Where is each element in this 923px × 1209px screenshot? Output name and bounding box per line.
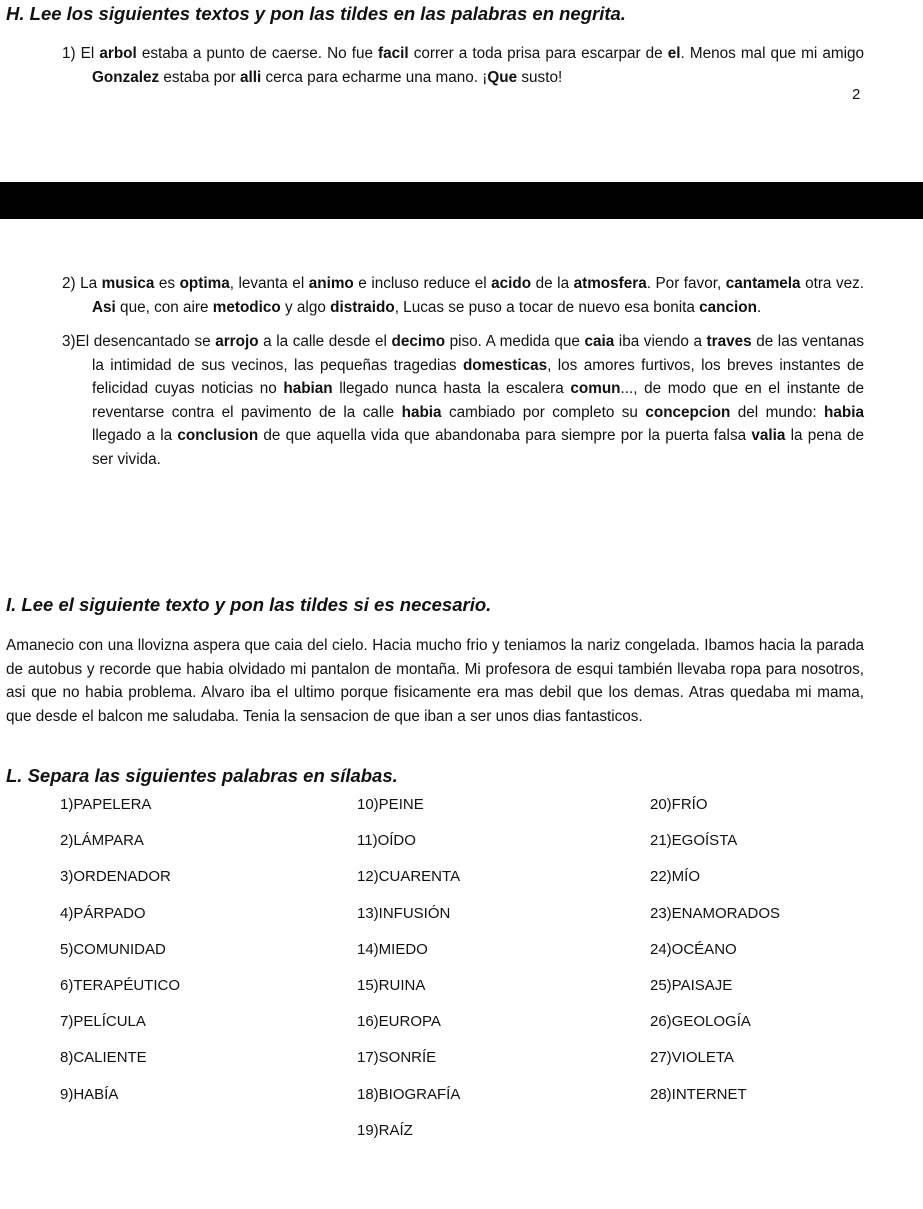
word-item: 20)FRÍO (650, 796, 708, 813)
word-item: 23)ENAMORADOS (650, 904, 781, 922)
p2-bold-word: cancion (699, 298, 757, 316)
p1-text: . Menos mal que mi amigo (680, 45, 865, 62)
p2-bold-word: acido (491, 275, 532, 292)
word-item: 22)MÍO (650, 868, 701, 886)
p3-text: a la calle desde el (258, 333, 392, 350)
p1-bold-word: arbol (99, 45, 137, 62)
word-item: 26)GEOLOGÍA (650, 1013, 751, 1031)
word-item: 15)RUINA (357, 977, 426, 994)
section-l-letter: L. (6, 765, 23, 786)
word-item: 11)OÍDO (357, 832, 416, 850)
p2-bold-word: musica (101, 275, 155, 292)
p1-text: correr a toda prisa para escarpar de (408, 45, 668, 62)
p1-text: cerca para echarme una mano. ¡ (261, 68, 488, 86)
p2-text: e incluso reduce el (353, 275, 492, 292)
word-item: 9)HABÍA (60, 1085, 119, 1103)
p2-bold-word: cantamela (725, 275, 801, 292)
word-item: 8)CALIENTE (60, 1049, 147, 1067)
word-item: 1)PAPELERA (60, 796, 152, 813)
paragraph-1 (62, 42, 864, 89)
word-item: 10)PEINE (357, 796, 424, 813)
page-top (0, 0, 923, 182)
word-item: 14)MIEDO (357, 940, 428, 958)
word-item: 13)INFUSIÓN (357, 904, 451, 922)
p2-text: otra vez. (800, 275, 865, 292)
page-break-band (0, 182, 923, 219)
p3-bold-word: habia (824, 403, 864, 421)
section-i-title: Lee el siguiente texto y pon las tildes si es necesario. (21, 594, 492, 615)
p1-text: 1) El (62, 45, 100, 62)
p1-bold-word: el (667, 45, 681, 62)
p3-bold-word: habia (401, 403, 442, 421)
p2-text: y algo (280, 298, 331, 316)
p2-text: . (756, 298, 762, 316)
p1-bold-word: Que (487, 68, 518, 86)
p3-text: del mundo: (730, 403, 825, 421)
p3-bold-word: domesticas (462, 356, 548, 374)
p3-bold-word: arrojo (215, 333, 259, 350)
section-i-letter: I. (6, 594, 17, 615)
word-item: 19)RAÍZ (357, 1121, 413, 1139)
p3-bold-word: concepcion (645, 403, 731, 421)
section-h-heading (6, 3, 626, 25)
p2-bold-word: metodico (212, 298, 281, 316)
word-item: 7)PELÍCULA (60, 1013, 146, 1031)
p3-text: iba viendo a (614, 333, 707, 350)
p2-bold-word: Asi (92, 298, 116, 316)
p3-text: ..., de modo que en el instante de reventarse contra el pavimento de la calle (92, 380, 864, 421)
p3-text: de las ventanas la intimidad de sus vecinos, las pequeñas tragedias (92, 333, 865, 374)
p2-text: 2) La (62, 275, 102, 292)
p1-text: susto! (517, 68, 563, 86)
p3-text: llegado nunca hasta la escalera (332, 380, 571, 398)
word-item: 6)TERAPÉUTICO (60, 977, 181, 994)
p3-text: cambiado por completo su (441, 403, 646, 421)
p1-text: estaba a punto de caerse. No fue (136, 45, 379, 62)
p3-bold-word: decimo (391, 333, 446, 350)
p1-bold-word: facil (378, 45, 409, 62)
word-item: 12)CUARENTA (357, 868, 461, 886)
p3-bold-word: caia (584, 333, 615, 350)
p2-bold-word: distraido (330, 298, 395, 316)
word-item: 28)INTERNET (650, 1085, 747, 1103)
section-i-text: Amanecio con una llovizna aspera que caia del cielo. Hacia mucho frio y teniamos la nariz congelada. Ibamos hacia la parada de autobus y recorde que habia olvidado mi pantalon de montaña. Mi profesora de esqui también llevaba ropa para nosotros, asi que no habia problema. Alvaro iba el ultimo porque fisicamente era mas debil que los demas. Atras quedaba mi mama, que desde el balcon me saludaba. Tenia la sensacion de que iban a ser unos dias fantasticos. (6, 637, 864, 725)
p3-bold-word: valia (751, 427, 786, 445)
word-item: 25)PAISAJE (650, 977, 733, 994)
p3-bold-word: comun (570, 380, 621, 398)
p2-bold-word: atmosfera (573, 275, 647, 292)
page-number: 2 (852, 86, 861, 103)
p3-bold-word: conclusion (177, 427, 259, 445)
word-item: 17)SONRÍE (357, 1049, 437, 1067)
p2-text: es (154, 275, 180, 292)
p3-bold-word: habian (283, 380, 333, 398)
p1-bold-word: Gonzalez (92, 68, 160, 86)
p3-text: piso. A medida que (445, 333, 585, 350)
p3-text: de que aquella vida que abandonaba para siempre por la puerta falsa (258, 427, 752, 445)
word-item: 27)VIOLETA (650, 1049, 734, 1067)
p2-bold-word: animo (308, 275, 354, 292)
p3-text: llegado a la (92, 427, 178, 445)
word-item: 24)OCÉANO (650, 940, 737, 958)
word-item: 18)BIOGRAFÍA (357, 1085, 461, 1103)
section-l-heading (6, 765, 398, 787)
section-h-title: Lee los siguientes textos y pon las tildes en las palabras en negrita. (29, 3, 626, 24)
section-l-title: Separa las siguientes palabras en sílabas. (27, 765, 398, 786)
p2-bold-word: optima (179, 275, 230, 292)
p1-bold-word: alli (239, 68, 262, 86)
word-item: 5)COMUNIDAD (60, 940, 166, 958)
p2-text: . Por favor, (646, 275, 726, 292)
section-i-heading (6, 594, 491, 616)
p2-text: que, con aire (115, 298, 213, 316)
word-item: 16)EUROPA (357, 1013, 441, 1031)
p3-bold-word: traves (706, 333, 752, 350)
paragraph-2 (62, 272, 864, 319)
paragraph-3 (62, 330, 864, 472)
word-item: 2)LÁMPARA (60, 832, 144, 850)
word-item: 4)PÁRPADO (60, 904, 146, 922)
p1-text: estaba por (159, 68, 240, 86)
p2-text: , levanta el (229, 275, 309, 292)
word-item: 3)ORDENADOR (60, 868, 171, 886)
p2-text: , Lucas se puso a tocar de nuevo esa bonita (394, 298, 700, 316)
p3-text: , los amores furtivos, los breves instantes de felicidad cuyas noticias no (92, 356, 864, 398)
word-item: 21)EGOÍSTA (650, 832, 738, 850)
p3-text: 3)El desencantado se (62, 333, 216, 350)
p3-text: la pena de ser vivida. (92, 427, 864, 468)
section-h-letter: H. (6, 3, 25, 24)
p2-text: de la (531, 275, 574, 292)
